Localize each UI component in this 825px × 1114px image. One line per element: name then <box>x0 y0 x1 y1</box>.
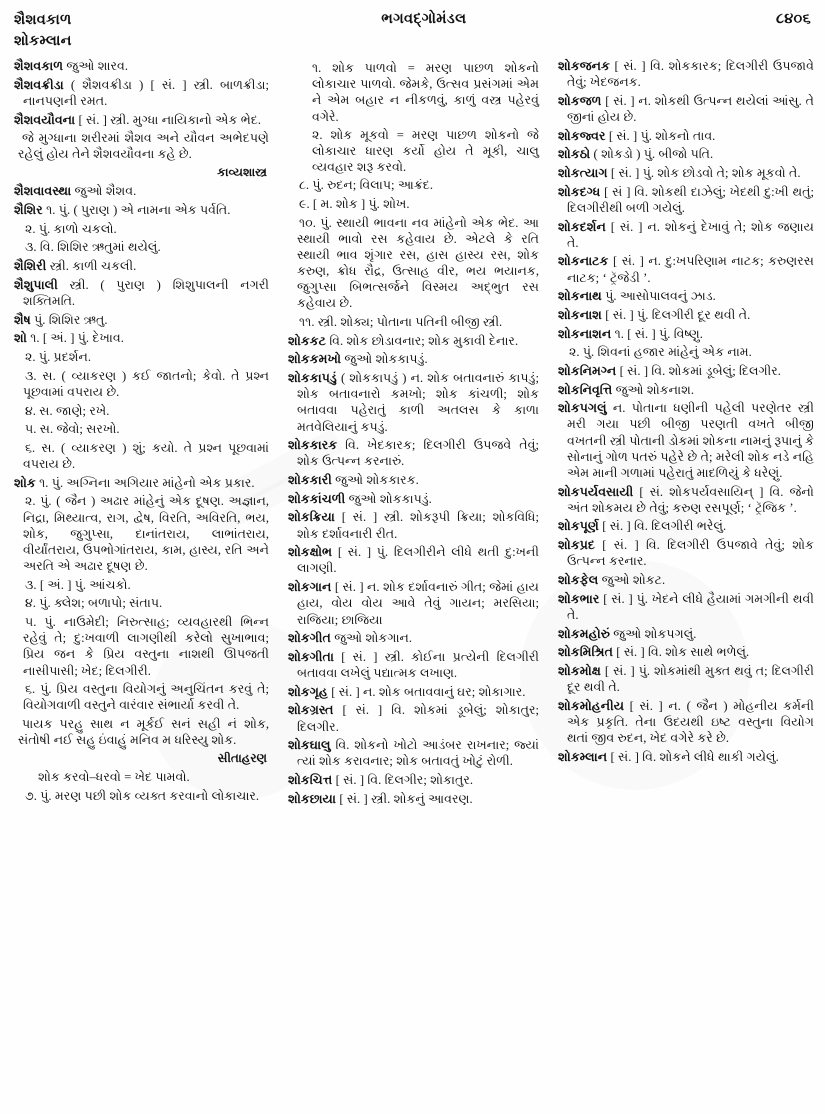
definition-text: પાયક પરહુ સાથ ન મૂર્કઈ સનં સહી નં શોક, સંતોષી નઈ સહુ ઇંવાહું મનિવ મ ધરિસ્યુ શોક. <box>18 717 269 748</box>
dictionary-entry <box>14 258 269 274</box>
definition-text: ૪. સ. જાણે; રખે. <box>25 403 110 418</box>
dictionary-entry <box>288 370 539 435</box>
definition-text: [ સં. ] વિ. શોકમાં ડૂબેલું; દિલગીર. <box>616 363 781 378</box>
definition-text: જુઓ શોકકારક. <box>331 473 419 488</box>
headword: શોકનિવૃત્તિ <box>557 382 613 397</box>
dictionary-entry <box>14 58 269 74</box>
headword: શોક <box>14 475 36 490</box>
headword: શોકપગલું <box>557 401 607 416</box>
headword: શોકત્યાગ <box>557 166 608 181</box>
dictionary-entry <box>14 330 269 346</box>
definition-text: જે મુગ્ધાના શરીરમાં શૈશવ અને યૌવન અભેદપણે રહેલું હોય તેને શૈશવયૌવના કહે છે. <box>18 131 269 162</box>
dictionary-entry <box>558 363 814 379</box>
definition-text: ૧. પું. ( પુરાણ ) એ નામના એક પર્વતિ. <box>42 203 231 218</box>
definition-text: [ સં. ] પું. શોક છોડવો તે; શોક મૂકવો તે. <box>607 166 801 181</box>
dictionary-entry <box>558 698 814 747</box>
dictionary-entry <box>288 579 539 628</box>
headword: શૈશવાવસ્થા <box>14 184 72 199</box>
entry-sense <box>14 788 269 804</box>
dictionary-entry <box>288 509 539 541</box>
definition-text: [ સં. ] ન. શોક દર્શાવનારું ગીત; જેમાં હાય હાય, વોય વોય આવે તેવું ગાયન; મરસિયા; રાજિયા; છાજિયા <box>296 580 539 627</box>
definition-text: ૧૧. સ્ત્રી. શોક્ય; પોતાના પતિની બીજી સ્ત્રી. <box>298 315 503 330</box>
dictionary-entry <box>558 253 814 285</box>
entry-sense <box>288 196 539 212</box>
headword: શોકકમખો <box>287 352 342 367</box>
dictionary-entry <box>288 351 539 367</box>
headword: શોકફેલ <box>557 572 599 587</box>
definition-text: સ્ત્રી. ( પુરાણ ) શિશુપાલની નગરી શક્તિમતિ. <box>23 277 269 308</box>
definition-text: ૧. પું. અગ્નિના અગિયાર માંહેનો એક પ્રકાર. <box>35 475 255 490</box>
entry-sense <box>14 221 269 237</box>
definition-text: ૧૦. પું. સ્થાયી ભાવના નવ માંહેનો એક ભેદ. આ સ્થાયી ભાવો રસ કહેવાય છે. એટલે કે રતિ સ્થાયી ભાવ શૃંગાર રસ, હાસ હાસ્ય રસ, શોક કરુણ, ક્રોધ રૌદ્ર, ઉત્સાહ વીર, ભય ભયાનક, જુગુપ્સા બિભત્સર્જને વિસ્મય અદ્ભુત રસ કહેવાય છે. <box>296 215 539 311</box>
headword: શોકનાટક <box>557 254 609 269</box>
dictionary-entry <box>14 312 269 328</box>
dictionary-entry <box>288 791 539 807</box>
definition-text: શોક કરવો–ધરવો = ખેદ પામવો. <box>38 770 190 785</box>
headword: શોકઘાલુ <box>287 738 331 753</box>
dictionary-entry <box>558 146 814 162</box>
headword: શોકક્ષોભ <box>287 545 333 560</box>
definition-text: ૧. શોક પાળવો = મરણ પાછળ શોકનો લોકાચાર પાળવો. જેમકે, ઉત્સવ પ્રસંગમાં એમ ને એમ બહાર ન નીકળવું, કાળું વસ્ત્ર પહેરવું વગેરે. <box>311 61 539 124</box>
dictionary-entry <box>288 649 539 681</box>
dictionary-entry <box>558 219 814 251</box>
headword: શોકકટ <box>287 333 326 348</box>
definition-text: [ સં. ] વિ. શોક સાથે ભળેલું. <box>612 645 750 660</box>
dictionary-entry <box>288 772 539 788</box>
definition-text: ( શોકડો ) પું. બીજો પતિ. <box>590 147 714 162</box>
dictionary-entry <box>14 475 269 491</box>
entry-sense <box>14 403 269 419</box>
definition-text: [ સં. ] વિ. શોકને લીધે થાકી ગયેલું. <box>607 749 779 764</box>
definition-text: ૮. પું. રુદન; વિલાપ; આક્રંદ. <box>298 178 433 193</box>
headword: શોકજનક <box>557 59 610 73</box>
text-column-3 <box>548 58 817 1110</box>
headword: શૈશુપાલી <box>14 277 58 292</box>
headword: શોકઠો <box>557 147 591 162</box>
definition-text: [ સં. ] સ્ત્રી. શોકનું આવરણ. <box>335 791 473 806</box>
definition-text: જુઓ શોકનાશ. <box>612 382 694 397</box>
dictionary-entry <box>558 382 814 398</box>
dictionary-entry <box>288 491 539 507</box>
headword: શોકગાન <box>287 580 332 595</box>
definition-text: [ સં. ] પું. ખેદને લીધે હૈયામાં ગમગીની થવી તે. <box>566 591 814 622</box>
definition-text: વિ. શોકનો ખોટો આડંબર રાખનાર; જ્યાં ત્યાં શોક કરાવનાર; શોક બતાવતું ખોટું રોળી. <box>296 738 539 769</box>
column-container <box>10 58 817 1110</box>
definition-text: જુઓ શૈશવ. <box>71 184 137 199</box>
definition-text: જુઓ શોકકાપડું. <box>345 491 432 506</box>
entry-sense <box>558 344 814 360</box>
headword: શોકપર્યવસાયી <box>557 484 634 499</box>
dictionary-entry <box>558 128 814 144</box>
dictionary-entry <box>558 58 814 90</box>
headword: શૈશિર <box>14 203 43 218</box>
dictionary-entry <box>288 630 539 646</box>
guide-word-end: શોકમ્લાન <box>14 32 72 49</box>
headword: શોકનિમગ્ન <box>557 363 617 378</box>
definition-text: [ સં. ] વિ. દિલગીરી ઉપજાવે તેવું; શોક ઉત્પન્ન કરનાર. <box>566 538 814 569</box>
source-citation: કાવ્યશાસ્ત્ર <box>217 165 267 180</box>
headword: શોકગીતા <box>287 649 334 664</box>
definition-text: જુઓ શોકકાપડું. <box>341 352 428 367</box>
dictionary-entry <box>558 572 814 588</box>
definition-text: ૭. પું. મરણ પછી શોક વ્યક્ત કરવાનો લોકાચાર. <box>25 788 260 803</box>
definition-text: ૧. [ અં. ] પું. દેખાવ. <box>26 331 124 346</box>
text-column-1 <box>10 58 279 1110</box>
dictionary-entry <box>14 202 269 218</box>
guide-word-start: શૈશવકાળ <box>14 12 72 28</box>
book-title: ભગવદ્ગોમંડલ <box>381 11 467 27</box>
page-header <box>10 10 817 56</box>
headword: શો <box>14 331 27 346</box>
entry-sense <box>288 314 539 330</box>
definition-text: [ સં. ] વિ. દિલગીર; શોકાતુર. <box>332 773 474 788</box>
entry-sense <box>14 421 269 437</box>
definition-text: [ સં. ] સ્ત્રી. કોઈના પ્રત્યેની દિલગીરી બતાવવા લખેલું પદ્યાત્મક લખાણ. <box>296 649 539 681</box>
definition-text: ૨. શોક મૂકવો = મરણ પાછળ શોકનો જે લોકાચાર ધારણ કર્યો હોય તે મૂકી, ચાલુ વ્યવહાર શરૂ કરવો. <box>311 127 539 175</box>
headword: શોકકારી <box>287 473 332 488</box>
definition-text: વિ. ખેદકારક; દિલગીરી ઉપજવે તેવું; શોક ઉત્પન્ન કરનારું. <box>296 438 539 469</box>
definition-text: ૨. પું. પ્રદર્શન. <box>25 349 92 364</box>
dictionary-entry <box>288 544 539 576</box>
entry-sense <box>288 215 539 312</box>
definition-text: ૩. સ. ( વ્યાકરણ ) કઈ જાતનો; કેવો. તે પ્રશ્ન પૂછવામાં વપરાય છે. <box>23 368 269 399</box>
dictionary-entry <box>288 437 539 469</box>
definition-text: ૩. [ અં. ] પું. આંચકો. <box>25 577 131 592</box>
dictionary-entry <box>558 537 814 569</box>
headword: શૈશવકાળ <box>14 59 64 73</box>
definition-text: [ સં ] વિ. શોકથી દાઝેલું; ખેદથી દુ:ખી થતું; દિલગીરીથી બળી ગયેલું. <box>566 184 814 215</box>
headword: શોકમ્લાન <box>557 749 608 764</box>
definition-text: [ સં. ] ન. શોકનું દેખાવું તે; શોક જણાય તે. <box>566 219 814 250</box>
definition-text: [ સં. ] વિ. શોકકારક; દિલગીરી ઉપજાવે તેવું; ખેદજનક. <box>566 59 814 90</box>
headword: શોકકાંચળી <box>287 491 346 506</box>
dictionary-entry <box>558 400 814 481</box>
headword: શોકગીત <box>287 631 331 646</box>
dictionary-entry <box>288 684 539 700</box>
definition-text: [ સં. ] પું. દિલગીરીને લીધે થતી દુ:ખની લાગણી. <box>296 545 539 576</box>
entry-idiom <box>288 127 539 176</box>
headword: શોકનાશન <box>557 326 612 341</box>
definition-text: [ સં. ] પું. શોકમાંથી મુક્ત થવું ત; દિલગીરી દૂર થવી તે. <box>566 663 814 695</box>
definition-text: [ સં. ] સ્ત્રી. મુગ્ધા નાયિકાનો એક ભેદ. <box>75 112 261 127</box>
dictionary-entry <box>558 591 814 623</box>
definition-text: ૧. [ સં. ] પું. વિષ્ણુ. <box>611 326 703 341</box>
definition-text: [ સં. શોકપર્યવસાયિન્ ] વિ. જેનો અંત શોકમય છે તેવું; કરુણ રસપૂર્ણ; ‘ ટ્રૅજિક ’. <box>566 484 814 515</box>
definition-text: ૨. પું. ( જૈન ) અઢાર માંહેનું એક દૂષણ. અજ્ઞાન, નિદ્રા, મિથ્યાત્વ, રાગ, દ્વેષ, વિરતિ, અવિરતિ, ભય, શોક, જુગુપ્સા, દાનાંતરાય, લાભાંતરાય, વીર્યાંતરાય, ઉપભોગાંતરાય, કામ, હાસ્ય, રતિ અને અરતિ એ અઢાર દૂષણ છે. <box>23 494 269 574</box>
definition-text: [ સં. ] ન. દુ:ખપરિણામ નાટક; કરુણરસ નાટક; ‘ ટ્રૅજેડી ’. <box>566 254 814 285</box>
text-column-2 <box>279 58 548 1110</box>
headword: શોકમિશ્રિત <box>557 645 613 660</box>
page-number: ૮૪૦૬ <box>775 11 811 27</box>
headword: શોકજળ <box>557 93 602 108</box>
definition-text: [ સં. ] સ્ત્રી. શોકરૂપી ક્રિયા; શોકવિધિ; શોક દર્શાવનારી રીત. <box>296 510 539 541</box>
definition-text: ૪. પું. ક્લેશ; બળાપો; સંતાપ. <box>25 596 163 611</box>
definition-text: [ સં. ] ન. ( જૈન ) મોહનીય કર્મની એક પ્રકૃતિ. તેના ઉદયથી ઇષ્ટ વસ્તુના વિયોગ થતાં જીવ રુદન, ખેદ વગેરે કરે છે. <box>566 698 814 746</box>
entry-quotation <box>14 716 269 748</box>
entry-sense <box>14 493 269 574</box>
dictionary-entry <box>558 326 814 342</box>
dictionary-entry <box>14 112 269 128</box>
headword: શોકકાપડું <box>287 371 337 386</box>
entry-sense <box>14 614 269 679</box>
definition-text: ( શોકકાપડું ) ન. શોક બતાવનારું કાપડું; શોક બતાવનારો કમખો; શોક કાંચળી; શોક બતાવવા પહેરાતું કાળી અતલસ કે કાળા મતવેલિયાનું કપડું. <box>296 371 539 434</box>
dictionary-entry <box>558 165 814 181</box>
headword: શોકપૂર્ણ <box>557 519 599 534</box>
definition-text: ૨. પું. શિવનાં હજાર માંહેનું એક નામ. <box>568 345 752 360</box>
definition-text: જુઓ શોકપગલું. <box>609 626 697 641</box>
entry-sense <box>14 368 269 400</box>
headword: શોકક્રિયા <box>287 510 335 525</box>
dictionary-entry <box>14 183 269 199</box>
definition-text: પું. શિશિર ઋતુ. <box>30 312 108 327</box>
definition-text: ૬. સ. ( વ્યાકરણ ) શું; કયો. તે પ્રશ્ન પૂછવામાં વપરાય છે. <box>23 440 269 472</box>
dictionary-entry <box>288 702 539 734</box>
guide-words <box>14 10 72 51</box>
dictionary-entry <box>14 277 269 309</box>
definition-text: ન. પોતાના ધણીની પહેલી પરણેતર સ્ત્રી મરી ગયા પછી બીજી પરણતી વખતે બીજી વખતની સ્ત્રી પોતાની ડોકમાં શોકના નામનું રૂપાનું કે સોનાનું ગોળ પતરું પહેરે છે તે; મરેલી શોક નડે નહિ એમ માની ગળામાં પહેરાતું માદળિયું કે ધરેણું. <box>566 401 814 480</box>
headword: શોકગ્રસ્ત <box>287 703 334 718</box>
dictionary-entry <box>288 333 539 349</box>
headword: શોકનાશ <box>557 307 602 322</box>
headword: શોકમોક્ષ <box>557 663 601 678</box>
headword: શૈષ <box>14 312 31 327</box>
dictionary-entry <box>14 77 269 109</box>
headword: શૈશવયૌવના <box>14 112 76 127</box>
headword: શોકપ્રદ <box>557 538 595 553</box>
dictionary-entry <box>558 288 814 304</box>
definition-text: [ સં. ] વિ. શોકમાં ડૂબેલું; શોકાતુર; દિલગીર. <box>296 703 539 734</box>
entry-sense <box>14 681 269 713</box>
dictionary-entry <box>558 518 814 534</box>
definition-text: [ સં. ] પું. શોકનો તાવ. <box>605 128 716 143</box>
entry-sense <box>14 349 269 365</box>
dictionary-entry <box>288 737 539 769</box>
headword: શોકછાયા <box>287 791 336 806</box>
definition-text: સ્ત્રી. કાળી ચકલી. <box>46 259 137 274</box>
headword: શોકમોહનીય <box>557 698 625 713</box>
entry-idiom <box>14 769 269 785</box>
definition-text: જુઓ શોકગાન. <box>330 631 413 646</box>
definition-text: [ સં. ] પું. દિલગીરી દૂર થવી તે. <box>601 307 751 322</box>
definition-text: [ સં. ] ન. શોકથી ઉત્પન્ન થયેલાં આંસુ. તે જીનાં હોય છે. <box>566 93 814 125</box>
definition-text: જુઓ શોકટ. <box>598 572 666 587</box>
dictionary-entry <box>558 307 814 323</box>
definition-text: ૬. પું. પ્રિય વસ્તુના વિયોગનું અનુચિંતન કરવું તે; વિયોગવાળી વસ્તુને વારંવાર સંભાર્યા કરવી તે. <box>23 682 269 713</box>
definition-text: [ સં. ] ન. શોક બતાવવાનું ઘર; શોકાગાર. <box>327 684 526 699</box>
entry-sense <box>14 239 269 255</box>
headword: શોકદગ્ધ <box>557 184 601 199</box>
headword: શૈશિરી <box>14 259 47 274</box>
headword: શોકજ્વર <box>557 128 606 143</box>
definition-text: [ સં. ] વિ. દિલગીરી ભરેલું. <box>598 519 727 534</box>
definition-text: વિ. શોક છોડાવનાર; શોક મુકાવી દેનાર. <box>325 333 519 348</box>
headword: શોકભાર <box>557 591 600 606</box>
dictionary-entry <box>558 644 814 660</box>
definition-text: જુઓ શારવ. <box>63 59 129 73</box>
entry-sense <box>14 595 269 611</box>
definition-text: ૯. [ મ. શોક ] પું. શોખ. <box>298 196 410 211</box>
headword: શોકદર્શન <box>557 219 606 234</box>
entry-sense <box>14 440 269 472</box>
dictionary-entry <box>288 472 539 488</box>
entry-sense <box>14 577 269 593</box>
headword: શોકગૃહ <box>287 684 328 699</box>
headword: શોકમહોરું <box>557 626 610 641</box>
headword: શોકચિત્ત <box>287 773 333 788</box>
entry-sense <box>288 177 539 193</box>
dictionary-entry <box>558 484 814 516</box>
definition-text: ૫. સ. જેવો; સરખો. <box>25 422 120 437</box>
dictionary-entry <box>558 93 814 125</box>
dictionary-entry <box>558 749 814 765</box>
dictionary-entry <box>558 184 814 216</box>
headword: શોકનાથ <box>557 289 602 304</box>
definition-text: પું. આસોપાલવનું ઝાડ. <box>601 289 716 304</box>
headword: શૈશવક્રીડા <box>14 77 64 92</box>
headword: શોકકારક <box>287 438 338 453</box>
entry-idiom <box>288 60 539 125</box>
dictionary-entry <box>558 663 814 695</box>
definition-text: ૨. પું. કાળો ચકલો. <box>25 221 117 236</box>
definition-text: ૫. પું. નાઉમેદી; નિરુત્સાહ; વ્યવહારથી ભિન્ન રહેવું તે; દુ:ખવાળી લાગણીથી કરેલો સુખાભાવ; પ્રિય જન કે પ્રિય વસ્તુના નાશથી ઊપજતી નાસીપાસી; ખેદ; દિલગીરી. <box>23 615 269 678</box>
definition-text: ૩. વિ. શિશિર ઋતુમાં થયેલું. <box>25 240 161 255</box>
source-citation: સીતાહરણ <box>217 750 267 765</box>
entry-quotation <box>14 130 269 162</box>
dictionary-entry <box>558 626 814 642</box>
definition-text: ( શૈશવક્રીડા ) [ સં. ] સ્ત્રી. બાળક્રીડા; નાનપણની રમત. <box>23 77 269 108</box>
